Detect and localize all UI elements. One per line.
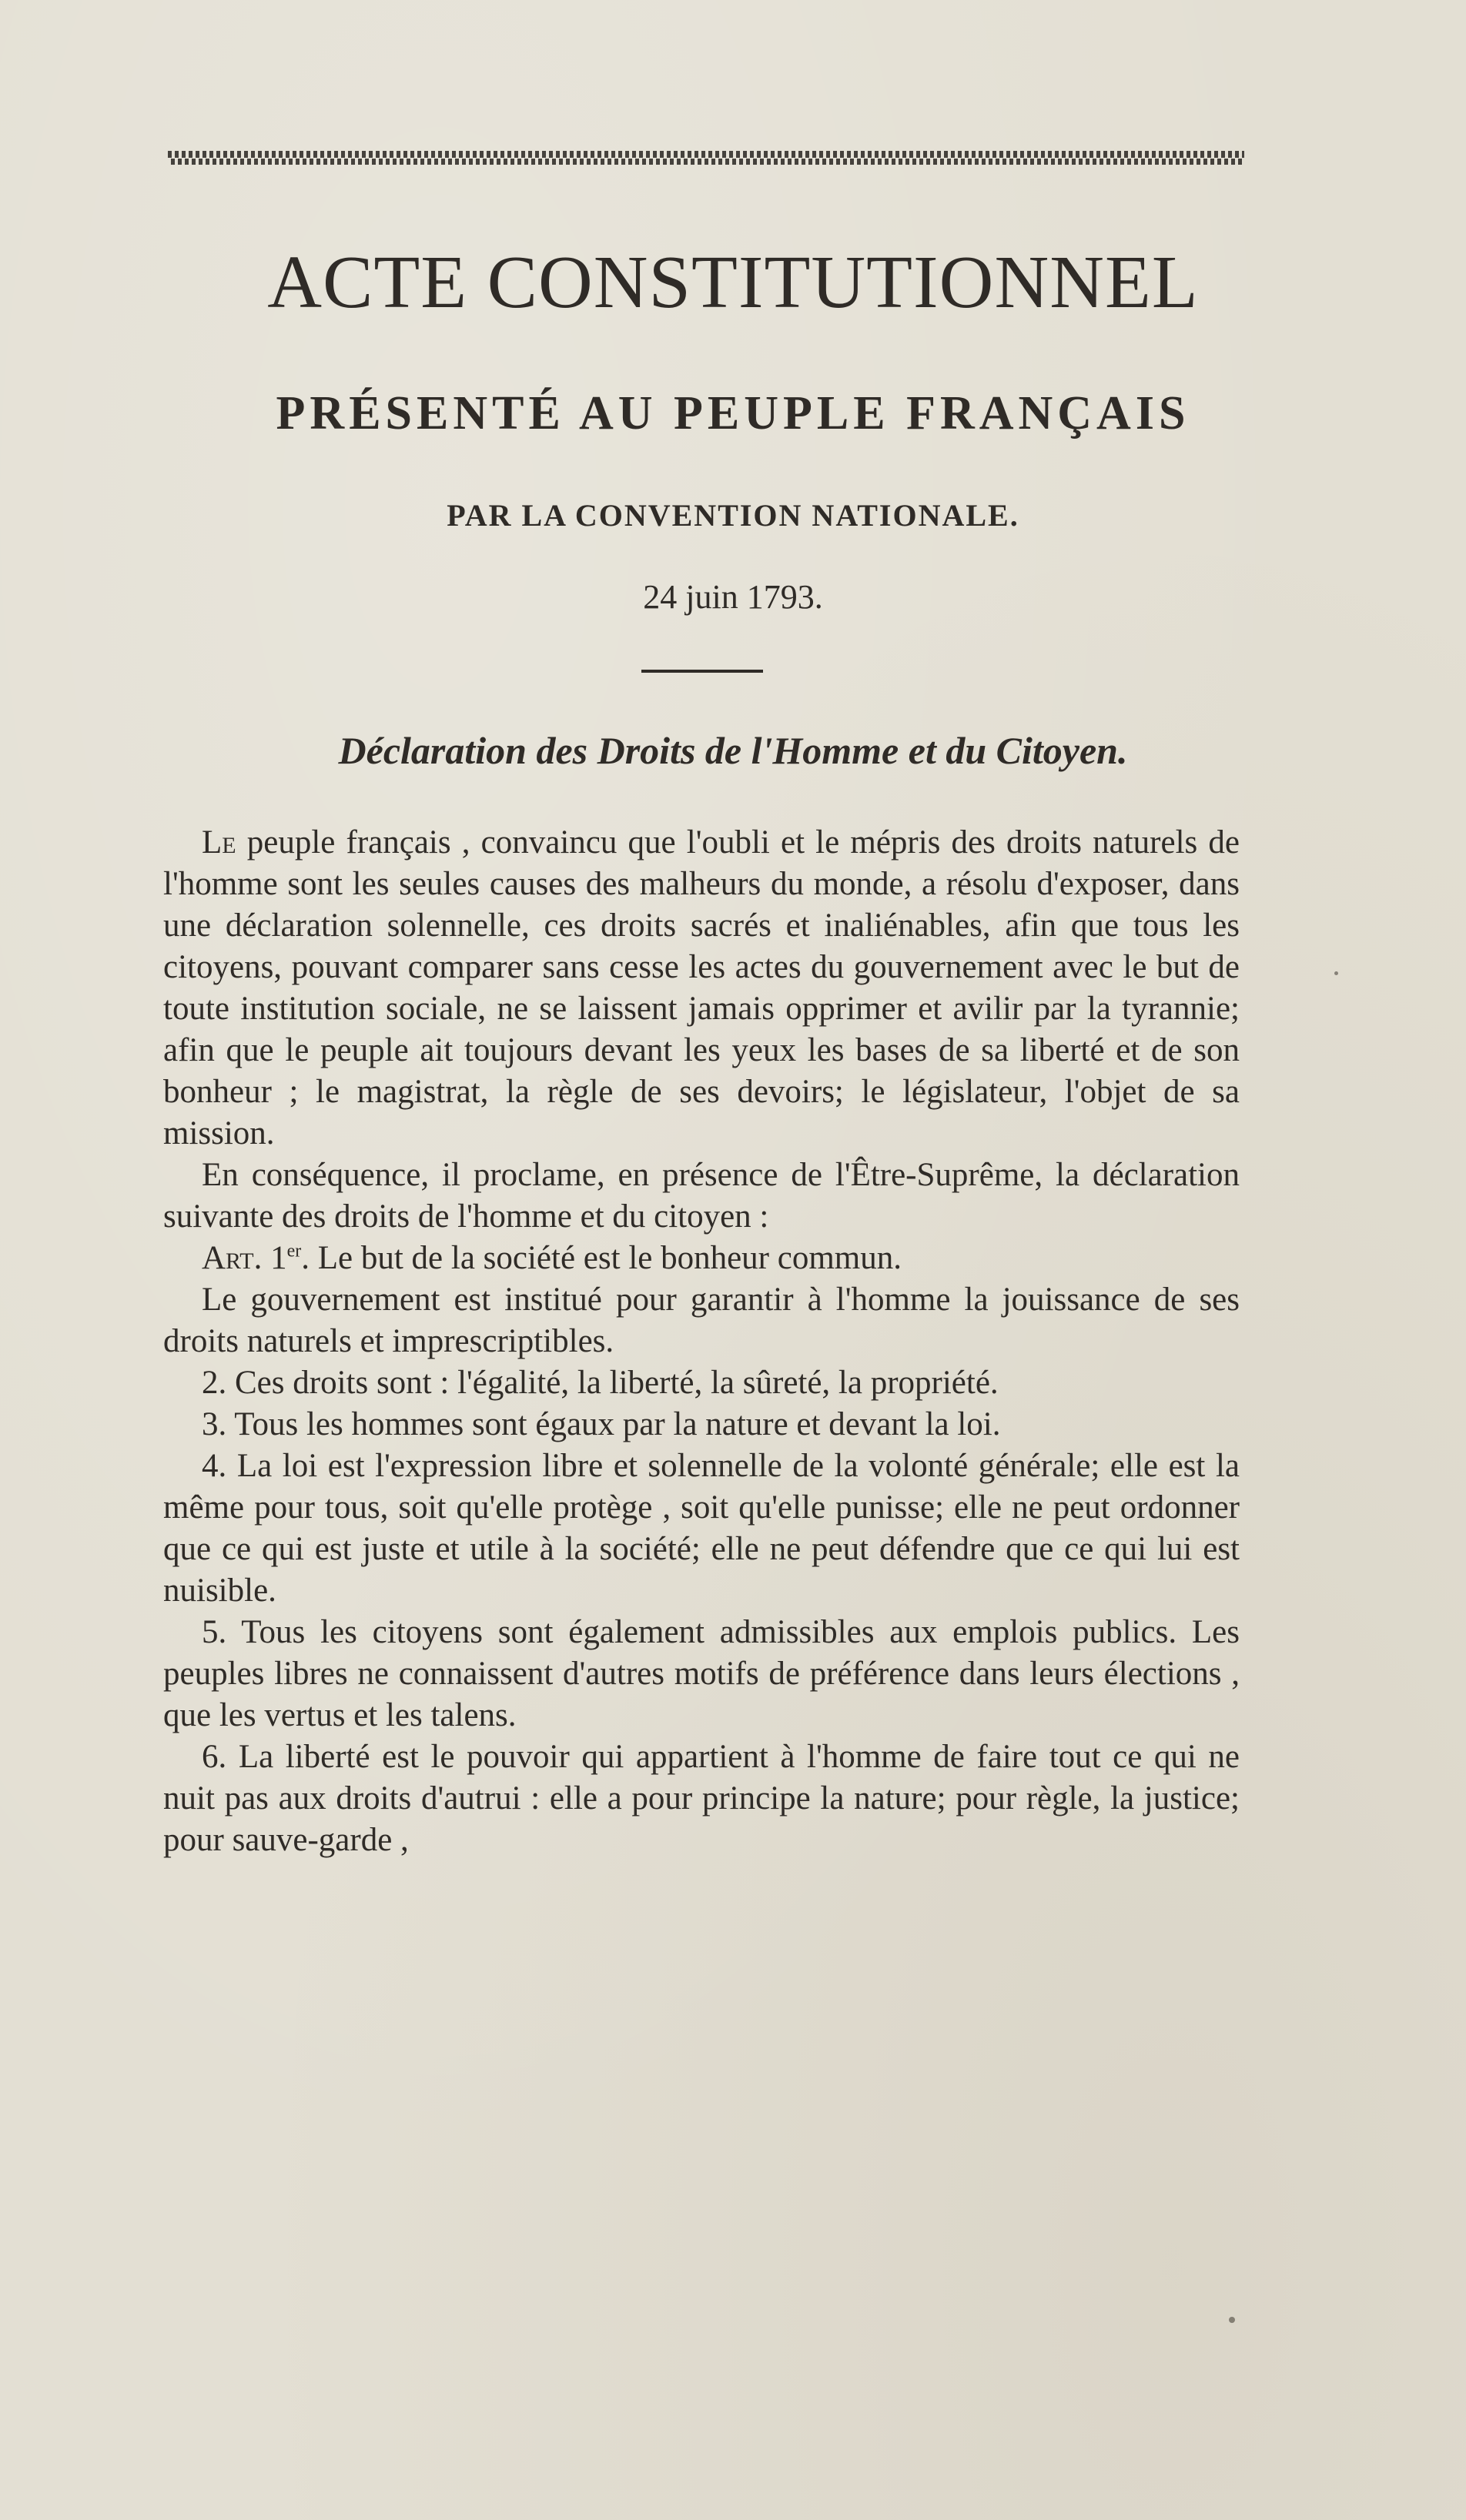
paragraph-proclamation (163, 1155, 1240, 1238)
drop-word: Le (202, 824, 236, 861)
document-subtitle: PRÉSENTÉ AU PEUPLE FRANÇAIS (276, 387, 1190, 439)
ornamental-border (168, 151, 1244, 168)
document-date: 24 juin 1793. (643, 578, 823, 616)
paragraph-text: 6. La liberté est le pouvoir qui appartient à l'homme de faire tout ce qui ne nuit pas aux droits d'autrui : elle a pour principe la nature; pour règle, la justice; pour sauve-garde , (163, 1739, 1240, 1858)
paragraph-text: 5. Tous les citoyens sont également admissibles aux emplois publics. Les peuples libres ne connaissent d'autres motifs de préférence dans leurs élections , que les vertus et les talens. (163, 1614, 1240, 1733)
article-number: 1 (270, 1240, 287, 1276)
body-text (163, 822, 1240, 1861)
section-heading: Déclaration des Droits de l'Homme et du Citoyen. (338, 729, 1128, 772)
ink-speck (1334, 971, 1338, 975)
paragraph-article-1-cont (163, 1279, 1240, 1362)
paragraph-text: peuple français , convaincu que l'oubli et le mépris des droits naturels de l'homme sont les seules causes des malheurs du monde, a résolu d'exposer, dans une déclaration solennelle, ces droits sacrés et inaliénables, afin que tous les citoyens, pouvant comparer sans cesse les actes du gouvernement avec le but de toute institution sociale, ne se laissent jamais opprimer et avilir par la tyrannie; afin que le peuple ait toujours devant les yeux les bases de sa liberté et de son bonheur ; le magistrat, la règle de ses devoirs; le législateur, l'objet de sa mission. (163, 824, 1240, 1151)
divider-rule (641, 670, 763, 673)
article-label: Art. (202, 1240, 263, 1276)
paragraph-article-1 (163, 1238, 1240, 1279)
paragraph-text: 2. Ces droits sont : l'égalité, la liberté, la sûreté, la propriété. (202, 1365, 999, 1401)
paragraph-article-2 (163, 1362, 1240, 1404)
ink-speck (1229, 2317, 1235, 2323)
paragraph-article-5 (163, 1612, 1240, 1736)
article-superscript: er (286, 1241, 302, 1262)
paragraph-preamble (163, 822, 1240, 1155)
paragraph-text: . Le but de la société est le bonheur commun. (301, 1240, 902, 1276)
paragraph-text: 3. Tous les hommes sont égaux par la nature et devant la loi. (202, 1406, 1001, 1442)
document-title: ACTE CONSTITUTIONNEL (267, 241, 1199, 324)
paragraph-text: 4. La loi est l'expression libre et solennelle de la volonté générale; elle est la même pour tous, soit qu'elle protège , soit qu'elle punisse; elle ne peut ordonner que ce qui est juste et utile à la société; elle ne peut défendre que ce qui lui est nuisible. (163, 1448, 1240, 1609)
paragraph-article-3 (163, 1404, 1240, 1445)
paragraph-article-4 (163, 1445, 1240, 1612)
paragraph-text: En conséquence, il proclame, en présence de l'Être-Suprême, la déclaration suivante des droits de l'homme et du citoyen : (163, 1157, 1240, 1235)
paragraph-article-6 (163, 1736, 1240, 1861)
document-subtitle-2: PAR LA CONVENTION NATIONALE. (447, 498, 1019, 533)
paragraph-text: Le gouvernement est institué pour garantir à l'homme la jouissance de ses droits naturels et imprescriptibles. (163, 1282, 1240, 1359)
